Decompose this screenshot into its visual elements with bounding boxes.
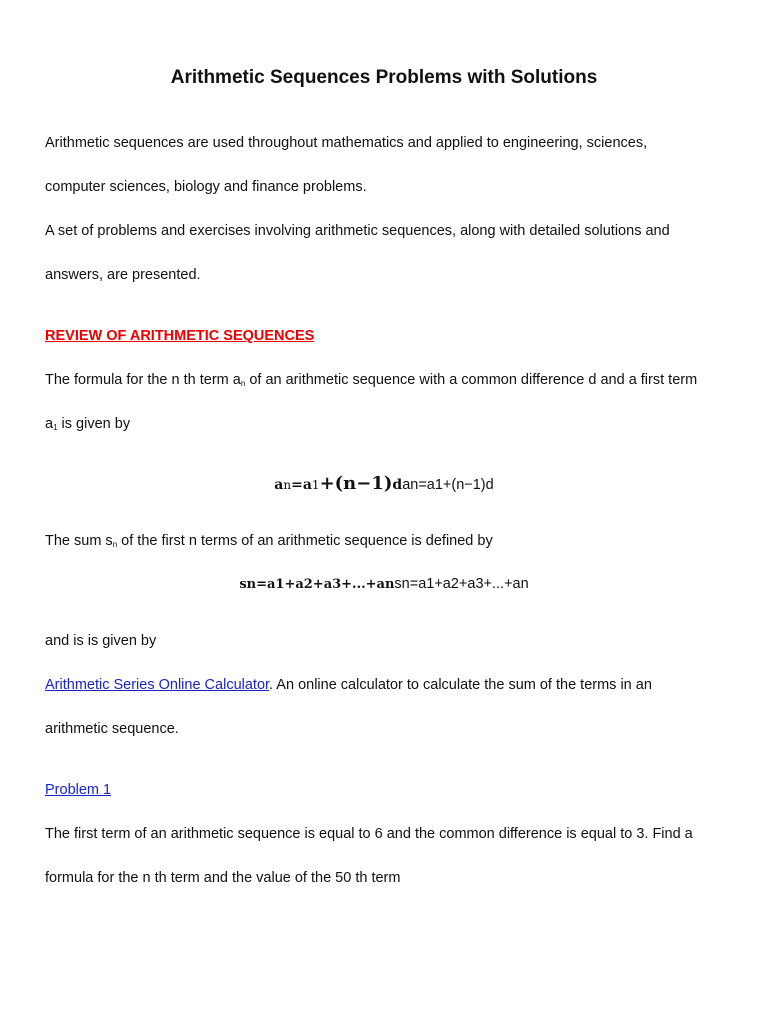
nth-term-formula-math: an=a1+(n−1)d — [274, 473, 403, 494]
sum-subscript: n — [112, 540, 118, 549]
first-term-description — [45, 415, 130, 435]
sum-description — [45, 532, 493, 552]
problem-1-line-1: The first term of an arithmetic sequence is equal to 6 and the common difference is equal to 3. Find a — [45, 826, 693, 842]
sum-text-cont: of the first n terms of an arithmetic sequence is defined by — [117, 533, 493, 549]
intro-line-1: Arithmetic sequences are used throughout mathematics and applied to engineering, sciences, — [45, 135, 648, 151]
problem-1-link[interactable]: Problem 1 — [45, 782, 112, 798]
intro-line-2: computer sciences, biology and finance problems. — [45, 179, 367, 195]
first-term-subscript: 1 — [53, 423, 58, 432]
nth-term-text: The formula for the n th term a — [45, 372, 241, 388]
intro-line-3: A set of problems and exercises involving arithmetic sequences, along with detailed solutions and — [45, 223, 670, 239]
calculator-paragraph — [45, 676, 652, 694]
first-term-symbol: a — [45, 416, 54, 432]
calculator-line-2: arithmetic sequence. — [45, 721, 179, 737]
sum-formula-plain: sn=a1+a2+a3+...+an — [394, 576, 529, 592]
sum-text: The sum s — [45, 533, 113, 549]
nth-term-description — [45, 371, 697, 391]
first-term-text: is given by — [57, 416, 131, 432]
calculator-link[interactable]: Arithmetic Series Online Calculator — [45, 677, 270, 693]
sum-formula-math: sn=a1+a2+a3+...+an — [239, 577, 395, 592]
page-title: Arithmetic Sequences Problems with Solutions — [170, 67, 598, 88]
nth-term-formula — [0, 474, 768, 495]
calculator-text: . An online calculator to calculate the sum of the terms in an — [269, 677, 652, 693]
nth-term-formula-plain: an=a1+(n−1)d — [402, 477, 494, 493]
sum-formula — [0, 574, 768, 595]
nth-term-subscript: n — [240, 379, 246, 388]
intro-line-4: answers, are presented. — [45, 267, 201, 283]
given-by-text: and is is given by — [45, 633, 157, 649]
review-heading-paragraph — [45, 327, 314, 345]
problem-1-line-2: formula for the n th term and the value of the 50 th term — [45, 870, 401, 886]
problem-1-heading-paragraph — [45, 781, 111, 799]
nth-term-text-cont: of an arithmetic sequence with a common difference d and a first term — [245, 372, 698, 388]
review-heading-link[interactable]: REVIEW OF ARITHMETIC SEQUENCES — [45, 328, 315, 344]
